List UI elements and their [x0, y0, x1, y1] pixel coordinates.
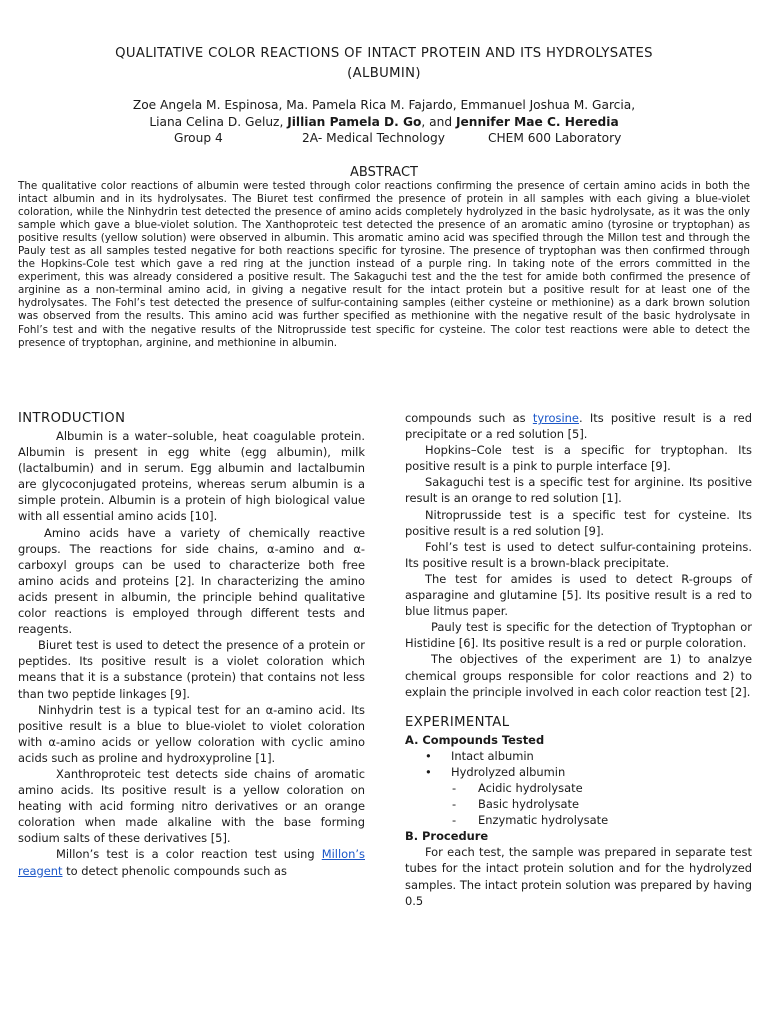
dash-icon: -: [452, 797, 457, 812]
author-bold-go: Jillian Pamela D. Go: [287, 114, 422, 129]
procedure-paragraph: For each test, the sample was prepared in separate test tubes for the intact protein solution and for the hydrolyzed samples. The intact protein solution was prepared by having 0.5: [405, 845, 753, 908]
group-label: Group 4: [174, 131, 223, 145]
list-item: [452, 812, 752, 828]
list-item-label: Enzymatic hydrolysate: [478, 813, 609, 828]
dash-icon: -: [452, 813, 457, 828]
intro-paragraph-sakaguchi: Sakaguchi test is a specific test for arginine. Its positive result is an orange to red solution [1].: [405, 475, 752, 506]
millons-reagent-link[interactable]: Millon’s reagent: [18, 847, 365, 878]
abstract-heading: ABSTRACT: [350, 165, 418, 180]
list-item-label: Acidic hydrolysate: [478, 780, 583, 795]
section-gap: [405, 700, 752, 714]
intro-paragraph-ninhydrin: Ninhydrin test is a typical test for an α-amino acid. Its positive result is a blue to blue-violet to violet coloration with α-amino acids or yellow coloration with cyclic amino acids such as proline and hydroxyproline [1].: [18, 702, 365, 765]
author-plain: Liana Celina D. Geluz,: [149, 114, 288, 129]
bullet-icon: •: [425, 748, 432, 763]
author-list: [40, 97, 728, 130]
list-item: [425, 748, 752, 764]
procedure-heading: B. Procedure: [405, 829, 489, 844]
millon-text-start: Millon’s test is a color reaction test using: [56, 847, 322, 862]
title-line-2: (ALBUMIN): [347, 66, 421, 81]
hydrolysate-list: [405, 780, 752, 828]
abstract-text: The qualitative color reactions of albumin were tested through color reactions confirming the presence of certain amino acids in both the intact albumin and in its hydrolysates. The Biuret test confirmed the presence of protein in all samples with each giving a blue-violet coloration, while the Ninhydrin test detected the presence of amino acids completely hydrolyzed in the basic hydrolysate, as it was the only sample which gave a blue-violet solution. The Xanthoproteic test detected the presence of an aromatic amino (tyrosine or tryptophan) as positive results (yellow solution) were observed in albumin. This aromatic amino acid was specified through the Millon test and through the Pauly test as all samples tested negative for both reactions specific for tyrosine. The presence of tryptophan was then confirmed through the Hopkins-Cole test which gave a red ring at the junction instead of a purple ring. In taking note of the errors committed in the experiment, this was already considered a positive result. The Sakaguchi test and the the test for amide both confirmed the presence of arginine as a non-terminal amino acid, in giving a negative result for the intact protein but a positive result for at least one of the hydrolysates. The Fohl’s test detected the presence of sulfur-containing samples (either cysteine or methionine) as a dark brown solution was observed from the results. This amino acid was further specified as methionine with the negative result of the basic hydrolysate in Fohl’s test and with the negative results of the Nitroprusside test specific for cysteine. The color test reactions were able to detect the presence of tryptophan, arginine, and methionine in albumin.: [18, 180, 750, 349]
experimental-heading: EXPERIMENTAL: [405, 714, 510, 730]
intro-paragraph-hopkins-cole: Hopkins–Cole test is a specific for tryptophan. Its positive result is a pink to purple interface [9].: [405, 443, 752, 474]
list-item: [452, 796, 752, 812]
intro-paragraph-xanthoproteic: Xanthroproteic test detects side chains of aromatic amino acids. Its positive result is a yellow coloration on heating with acid forming nitro derivatives or an orange coloration when made alkaline with the base forming sodium salts of these derivatives [5].: [18, 766, 365, 846]
list-item-label: Basic hydrolysate: [478, 797, 580, 812]
intro-paragraph-nitroprusside: Nitroprusside test is a specific test for cysteine. Its positive result is a red solution [9].: [405, 507, 752, 538]
intro-paragraph-pauly: Pauly test is specific for the detection of Tryptophan or Histidine [6]. Its positive result is a red or purple coloration.: [405, 620, 752, 651]
course-label: CHEM 600 Laboratory: [488, 131, 622, 145]
dash-icon: -: [452, 780, 457, 795]
millon-tail-text: . Its positive result is a red precipitate or a red solution [5].: [405, 411, 752, 442]
left-column: [18, 410, 365, 879]
intro-paragraph-biuret: Biuret test is used to detect the presence of a protein or peptides. Its positive result is a violet coloration which means that it is a substance (protein) that contains not less than two peptide linkages [9].: [18, 638, 365, 701]
program-label: 2A- Medical Technology: [302, 131, 445, 145]
bullet-icon: •: [425, 764, 432, 779]
title-line-1: QUALITATIVE COLOR REACTIONS OF INTACT PROTEIN AND ITS HYDROLYSATES: [115, 46, 653, 61]
list-item: [452, 780, 752, 796]
intro-paragraph-2: Amino acids have a variety of chemically reactive groups. The reactions for side chains, α-amino and α-carboxyl groups can be used to characterize both free amino acids and proteins [2]. In characterizing the amino acids present in albumin, the principle behind qualitative color reactions is employed through different tests and reagents.: [18, 525, 365, 637]
authors-line-2: [40, 114, 728, 131]
compounds-tested-heading: A. Compounds Tested: [405, 732, 545, 747]
list-item: [425, 764, 752, 780]
list-item-label: Hydrolyzed albumin: [451, 764, 566, 779]
introduction-heading: INTRODUCTION: [18, 411, 126, 426]
intro-paragraph-amides: The test for amides is used to detect R-groups of asparagine and glutamine [5]. Its positive result is a red to blue litmus paper.: [405, 571, 752, 619]
paper-title: [40, 44, 728, 84]
author-bold-heredia: Jennifer Mae C. Heredia: [455, 114, 619, 129]
millon-compounds-text: compounds such as: [405, 411, 533, 425]
author-and: , and: [421, 114, 456, 129]
intro-paragraph-fohl: Fohl’s test is used to detect sulfur-containing proteins. Its positive result is a brown-black precipitate.: [405, 539, 752, 570]
intro-paragraph-millon: [18, 846, 365, 878]
intro-paragraph-1: Albumin is a water–soluble, heat coagulable protein. Albumin is present in egg white (egg albumin), milk (lactalbumin) and in serum. Egg albumin and lactalbumin are glycoconjugated proteins, whereas serum albumin is a simple protein. Albumin is a protein of high biological value with all essential amino acids [10].: [18, 429, 365, 524]
millon-text-end: to detect phenolic compounds such as: [62, 863, 287, 878]
tyrosine-link[interactable]: tyrosine: [532, 411, 579, 425]
right-column: [405, 410, 752, 909]
list-item-label: Intact albumin: [451, 748, 534, 763]
millon-continuation: [405, 410, 752, 442]
authors-line-1: Zoe Angela M. Espinosa, Ma. Pamela Rica M. Fajardo, Emmanuel Joshua M. Garcia,: [132, 98, 636, 112]
intro-paragraph-objectives: The objectives of the experiment are 1) to analzye chemical groups responsible for color reactions and 2) to explain the principle involved in each color reaction test [2].: [405, 652, 752, 699]
compounds-list: [405, 748, 752, 780]
